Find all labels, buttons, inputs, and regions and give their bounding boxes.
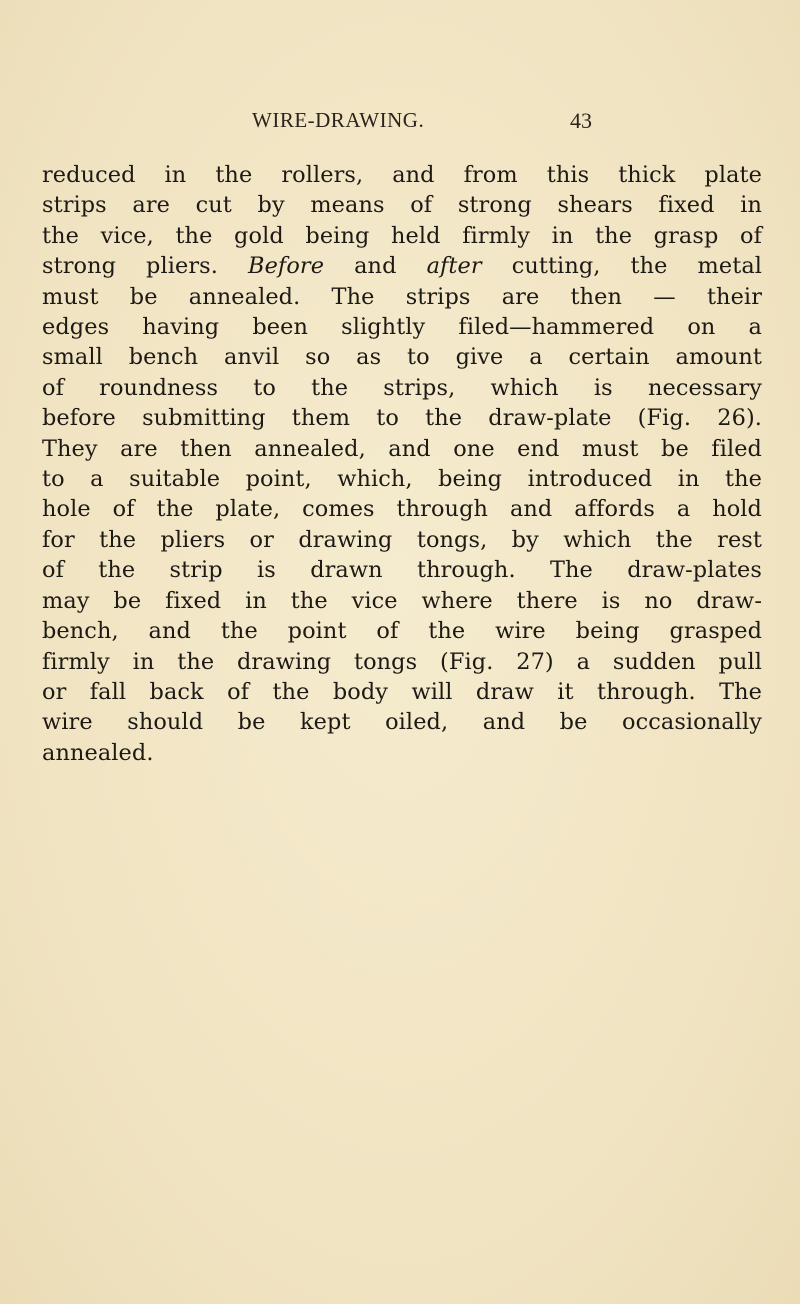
emphasis-after: after [426, 253, 482, 280]
text-line: annealed. [42, 739, 154, 766]
text-line: for the pliers or drawing tongs, by which the rest [42, 526, 762, 553]
text-line: reduced in the rollers, and from this thick plate [42, 162, 762, 188]
text-line: hole of the plate, comes through and affords a hold [42, 496, 762, 523]
text-line: may be fixed in the vice where there is no draw- [42, 587, 762, 614]
text-line: before submitting them to the draw-plate (Fig. 26). [42, 405, 762, 432]
text-line: of roundness to the strips, which is necessary [42, 374, 762, 401]
text-line: or fall back of the body will draw it through. The [42, 678, 762, 705]
text-line: of the strip is drawn through. The draw-plates [42, 557, 762, 584]
page-number: 43 [570, 108, 592, 133]
running-head [0, 108, 800, 138]
text-line: edges having been slightly filed—hammered on a [42, 314, 762, 341]
text-segment: strong pliers. [42, 253, 218, 280]
text-segment: cutting, the metal [511, 253, 763, 280]
text-line: firmly in the drawing tongs (Fig. 27) a sudden pull [42, 648, 762, 675]
text-segment: and [354, 253, 397, 280]
text-line: to a suitable point, which, being introduced in the [42, 466, 762, 493]
body-paragraph [42, 160, 762, 768]
text-line: must be annealed. The strips are then — their [42, 283, 762, 310]
text-line: They are then annealed, and one end must be filed [42, 435, 762, 462]
text-line: small bench anvil so as to give a certain amount [42, 344, 762, 371]
text-line: strips are cut by means of strong shears fixed in [42, 192, 762, 219]
emphasis-before: Before [248, 253, 325, 280]
text-line: bench, and the point of the wire being grasped [42, 618, 762, 645]
text-line: the vice, the gold being held firmly in the grasp of [42, 222, 762, 249]
text-line: wire should be kept oiled, and be occasionally [42, 709, 762, 736]
text-line [42, 251, 762, 281]
running-title: WIRE-DRAWING. [252, 108, 425, 132]
